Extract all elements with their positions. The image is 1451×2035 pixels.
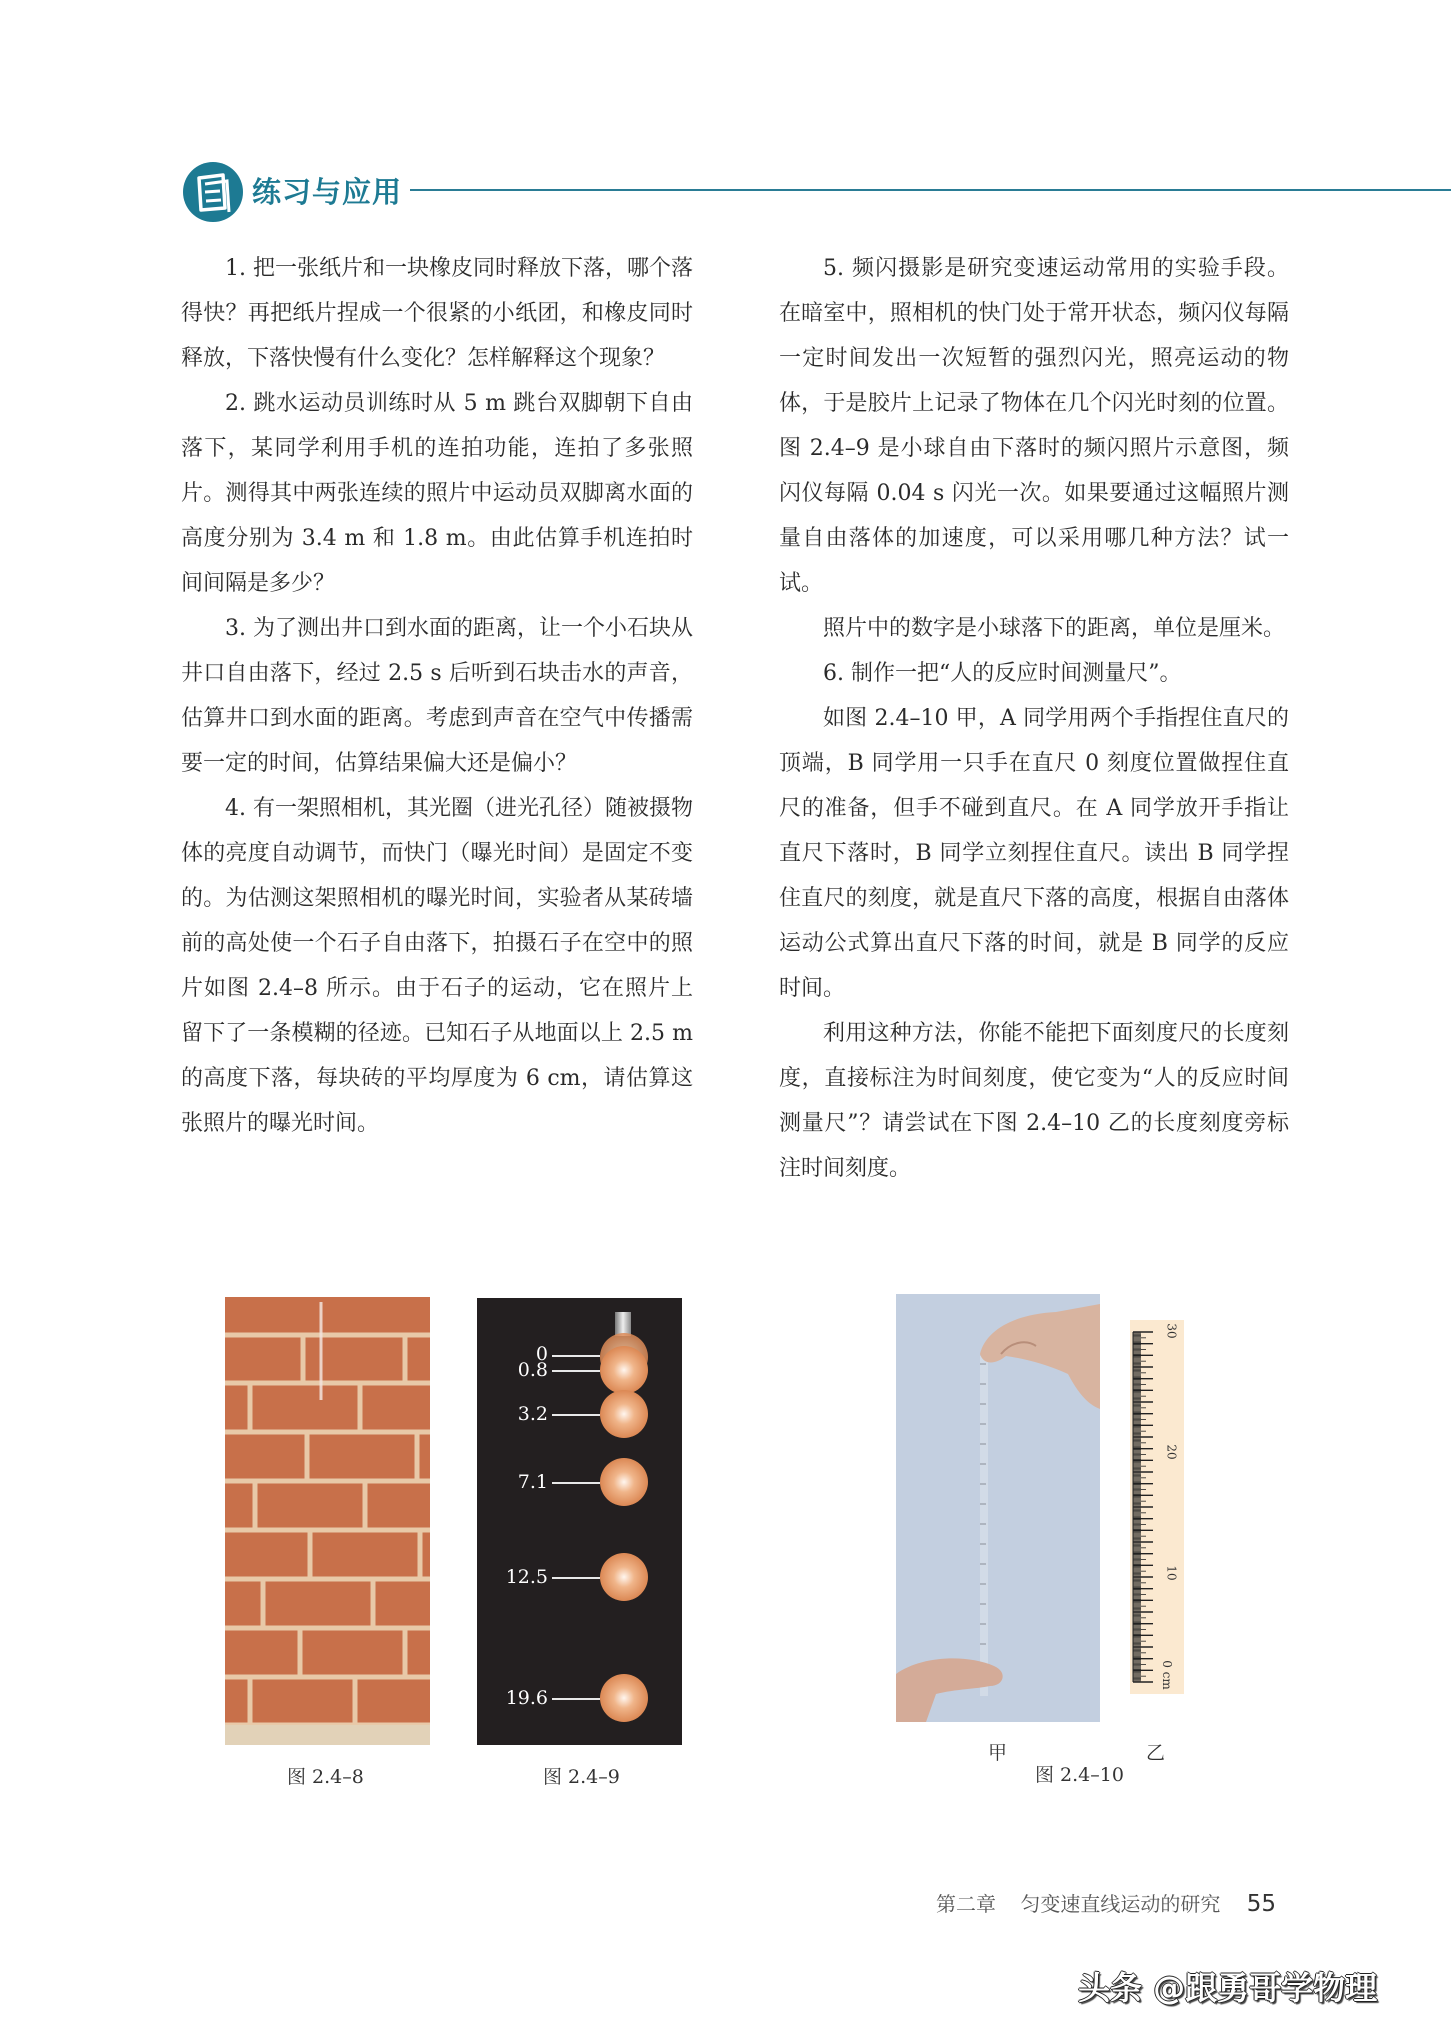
label-0-8: 0.8	[517, 1359, 548, 1381]
label-7-1: 7.1	[517, 1471, 548, 1493]
ruler-label-20: 20	[1164, 1444, 1179, 1460]
ruler-label-0cm: 0 cm	[1159, 1660, 1174, 1690]
right-text-column	[779, 246, 1289, 1191]
page-footer	[936, 1890, 1276, 1918]
label-0: 0	[535, 1343, 548, 1365]
figure-2-4-8-caption: 图 2.4–8	[287, 1766, 364, 1788]
exercise-6-text: 如图 2.4–10 甲，A 同学用两个手指捏住直尺的顶端，B 同学用一只手在直尺 0 刻度位置做捏住直尺的准备，但手不碰到直尺。在 A 同学放开手指让直尺下落时，B 同学立刻捏住直尺。读出 B 同学捏住直尺的刻度，就是直尺下落的高度，根据自由落体运动公式算出直尺下落的时间，就是 B 同学的反应时间。	[779, 706, 1289, 1001]
brick-wall-photo	[225, 1297, 430, 1745]
header-rule-divider	[410, 189, 1451, 191]
page-number: 55	[1246, 1891, 1276, 1917]
pointer-line	[552, 1355, 600, 1357]
ball-0-8	[600, 1346, 648, 1394]
exercise-1-text: 1. 把一张纸片和一块橡皮同时释放下落，哪个落得快？再把纸片捏成一个很紧的小纸团，和橡皮同时释放，下落快慢有什么变化？怎样解释这个现象？	[181, 256, 693, 371]
pointer-line	[552, 1698, 600, 1700]
label-12-5: 12.5	[505, 1566, 548, 1588]
pointer-line	[552, 1370, 600, 1372]
blank-ruler-scale	[1130, 1320, 1184, 1694]
left-text-column	[181, 246, 693, 1146]
figure-label-yi: 乙	[1146, 1742, 1166, 1764]
ball-3-2	[600, 1390, 648, 1438]
exercise-6-title: 6. 制作一把“人的反应时间测量尺”。	[823, 661, 1182, 686]
pointer-line	[552, 1482, 600, 1484]
exercise-2-text: 2. 跳水运动员训练时从 5 m 跳台双脚朝下自由落下，某同学利用手机的连拍功能，连拍了多张照片。测得其中两张连续的照片中运动员双脚离水面的高度分别为 3.4 m 和 1.8 m。由此估算手机连拍时间间隔是多少？	[181, 391, 693, 596]
figure-2-4-10-caption: 图 2.4–10	[1035, 1764, 1124, 1786]
exercise-5-text: 5. 频闪摄影是研究变速运动常用的实验手段。在暗室中，照相机的快门处于常开状态，频闪仪每隔一定时间发出一次短暂的强烈闪光，照亮运动的物体，于是胶片上记录了物体在几个闪光时刻的位置。图 2.4–9 是小球自由下落时的频闪照片示意图，频闪仪每隔 0.04 s 闪光一次。如果要通过这幅照片测量自由落体的加速度，可以采用哪几种方法？试一试。	[779, 256, 1289, 596]
ruler-label-30: 30	[1164, 1323, 1179, 1339]
section-title: 练习与应用	[252, 175, 403, 209]
ball-12-5	[600, 1553, 648, 1601]
chapter-title: 匀变速直线运动的研究	[1020, 1892, 1221, 1916]
pointer-line	[552, 1577, 600, 1579]
label-3-2: 3.2	[517, 1403, 548, 1425]
ruler-label-10: 10	[1164, 1565, 1179, 1581]
figure-2-4-9-caption: 图 2.4–9	[543, 1766, 620, 1788]
strobe-ball-diagram	[477, 1298, 682, 1745]
exercise-6-question: 利用这种方法，你能不能把下面刻度尺的长度刻度，直接标注为时间刻度，使它变为“人的反应时间测量尺”？请尝试在下图 2.4–10 乙的长度刻度旁标注时间刻度。	[779, 1021, 1289, 1181]
exercise-4-text: 4. 有一架照相机，其光圈（进光孔径）随被摄物体的亮度自动调节，而快门（曝光时间）是固定不变的。为估测这架照相机的曝光时间，实验者从某砖墙前的高处使一个石子自由落下，拍摄石子在空中的照片如图 2.4–8 所示。由于石子的运动，它在照片上留下了一条模糊的径迹。已知石子从地面以上 2.5 m 的高度下落，每块砖的平均厚度为 6 cm，请估算这张照片的曝光时间。	[181, 796, 693, 1136]
label-19-6: 19.6	[505, 1687, 548, 1709]
exercise-3-text: 3. 为了测出井口到水面的距离，让一个小石块从井口自由落下，经过 2.5 s 后听到石块击水的声音，估算井口到水面的距离。考虑到声音在空气中传播需要一定的时间，估算结果偏大还是偏小？	[181, 616, 693, 776]
figure-label-jia: 甲	[988, 1742, 1008, 1764]
exercise-5-note: 照片中的数字是小球落下的距离，单位是厘米。	[823, 616, 1286, 641]
exercise-notebook-icon	[183, 162, 243, 222]
chapter-label: 第二章	[936, 1892, 996, 1916]
ball-19-6	[600, 1674, 648, 1722]
ball-7-1	[600, 1458, 648, 1506]
pointer-line	[552, 1414, 600, 1416]
watermark-text: 头条 @跟勇哥学物理	[1078, 1969, 1378, 2007]
ruler-drop-photo	[896, 1294, 1100, 1722]
